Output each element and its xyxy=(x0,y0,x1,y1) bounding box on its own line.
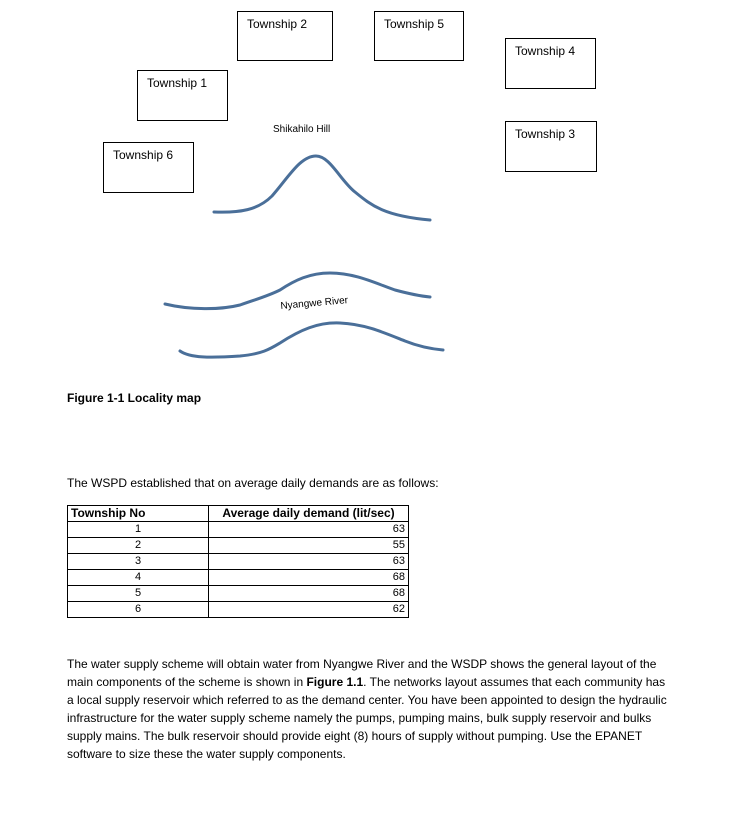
table-row xyxy=(68,538,409,554)
intro-text: The WSPD established that on average daily demands are as follows: xyxy=(67,476,439,490)
demand-cell: 55 xyxy=(209,538,409,554)
township-1-label: Township 1 xyxy=(147,76,208,90)
header-average-demand: Average daily demand (lit/sec) xyxy=(209,506,409,522)
table-row xyxy=(68,570,409,586)
township-4-label: Township 4 xyxy=(515,44,576,58)
table-row xyxy=(68,602,409,618)
map-drawing xyxy=(0,0,729,400)
demand-cell: 63 xyxy=(209,522,409,538)
demand-cell: 63 xyxy=(209,554,409,570)
township-no-cell: 6 xyxy=(68,602,209,618)
description-paragraph xyxy=(67,655,667,763)
township-no-cell: 4 xyxy=(68,570,209,586)
table-row xyxy=(68,522,409,538)
township-6-label: Township 6 xyxy=(113,148,174,162)
river-label: Nyangwe River xyxy=(280,295,349,312)
township-3-label: Township 3 xyxy=(515,127,576,141)
township-2-label: Township 2 xyxy=(247,17,308,31)
figure-caption: Figure 1-1 Locality map xyxy=(67,391,202,405)
township-5-label: Township 5 xyxy=(384,17,445,31)
township-no-cell: 3 xyxy=(68,554,209,570)
paragraph-text-before: The water supply scheme will obtain water from Nyangwe River and the WSDP shows the general layout of the main components of the scheme is shown in xyxy=(67,657,657,689)
demand-cell: 68 xyxy=(209,586,409,602)
township-no-cell: 5 xyxy=(68,586,209,602)
hill-curve xyxy=(214,156,430,220)
figure-reference: Figure 1.1 xyxy=(306,675,364,689)
township-no-cell: 1 xyxy=(68,522,209,538)
demand-table xyxy=(67,505,409,618)
header-township-no: Township No xyxy=(68,506,209,522)
table-header-row xyxy=(68,506,409,522)
demand-cell: 68 xyxy=(209,570,409,586)
river-bank-lower xyxy=(180,323,443,357)
demand-cell: 62 xyxy=(209,602,409,618)
table-row xyxy=(68,554,409,570)
table-row xyxy=(68,586,409,602)
township-no-cell: 2 xyxy=(68,538,209,554)
hill-label: Shikahilo Hill xyxy=(273,124,331,135)
paragraph-text-after: . The networks layout assumes that each community has a local supply reservoir which referred to as the demand center. You have been appointed to design the hydraulic infrastructure for the water supply scheme namely the pumps, pumping mains, bulk supply reservoir and bulks supply mains. The bulk reservoir should provide eight (8) hours of supply without pumping. Use the EPANET software to size these the water supply components. xyxy=(67,675,667,761)
